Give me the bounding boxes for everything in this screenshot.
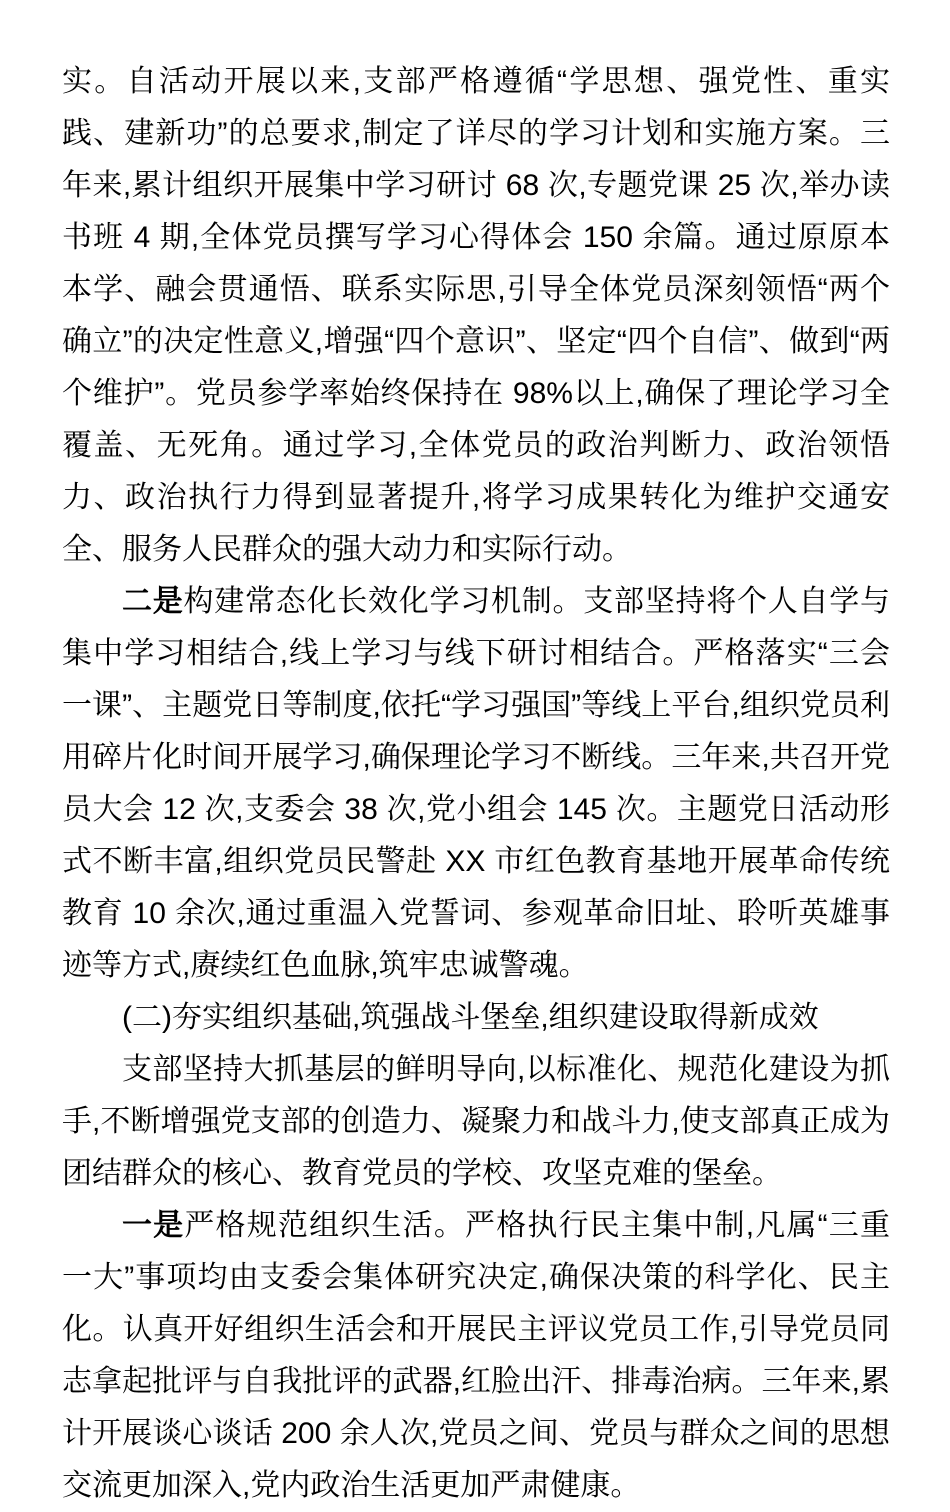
section-heading-text: (二)夯实组织基础,筑强战斗堡垒,组织建设取得新成效 xyxy=(122,1001,819,1034)
paragraph-text: 构建常态化长效化学习机制。支部坚持将个人自学与集中学习相结合,线上学习与线下研讨相结合。严格落实“三会一课”、主题党日等制度,依托“学习强国”等线上平台,组织党员利用碎片化时间开展学习,确保理论学习不断线。三年来,共召开党员大会 12 次,支委会 38 次,党小组会 145 次。主题党日活动形式不断丰富,组织党员民警赴 XX 市红色教育基地开展革命传统教育 10 余次,通过重温入党誓词、参观革命旧址、聆听英雄事迹等方式,赓续红色血脉,筑牢忠诚警魂。 xyxy=(62,585,890,982)
paragraph-text: 严格规范组织生活。严格执行民主集中制,凡属“三重一大”事项均由支委会集体研究决定,确保决策的科学化、民主化。认真开好组织生活会和开展民主评议党员工作,引导党员同志拿起批评与自我批评的武器,红脸出汗、排毒治病。三年来,累计开展谈心谈话 200 余人次,党员之间、党员与群众之间的思想交流更加深入,党内政治生活更加严肃健康。 xyxy=(62,1209,890,1502)
paragraph-text: 支部坚持大抓基层的鲜明导向,以标准化、规范化建设为抓手,不断增强党支部的创造力、凝聚力和战斗力,使支部真正成为团结群众的核心、教育党员的学校、攻坚克难的堡垒。 xyxy=(62,1053,890,1190)
paragraph-lead-label: 二是 xyxy=(122,585,184,618)
paragraph-point-one xyxy=(62,1200,890,1512)
section-heading-two xyxy=(62,992,890,1044)
paragraph-point-two xyxy=(62,576,890,992)
paragraph-continuation xyxy=(62,56,890,576)
paragraph-section-intro xyxy=(62,1044,890,1200)
paragraph-text: 实。自活动开展以来,支部严格遵循“学思想、强党性、重实践、建新功”的总要求,制定了详尽的学习计划和实施方案。三年来,累计组织开展集中学习研讨 68 次,专题党课 25 次,举办读书班 4 期,全体党员撰写学习心得体会 150 余篇。通过原原本本学、融会贯通悟、联系实际思,引导全体党员深刻领悟“两个确立”的决定性意义,增强“四个意识”、坚定“四个自信”、做到“两个维护”。党员参学率始终保持在 98%以上,确保了理论学习全覆盖、无死角。通过学习,全体党员的政治判断力、政治领悟力、政治执行力得到显著提升,将学习成果转化为维护交通安全、服务人民群众的强大动力和实际行动。 xyxy=(62,65,890,566)
paragraph-lead-label: 一是 xyxy=(122,1209,185,1242)
document-body xyxy=(62,56,890,1512)
